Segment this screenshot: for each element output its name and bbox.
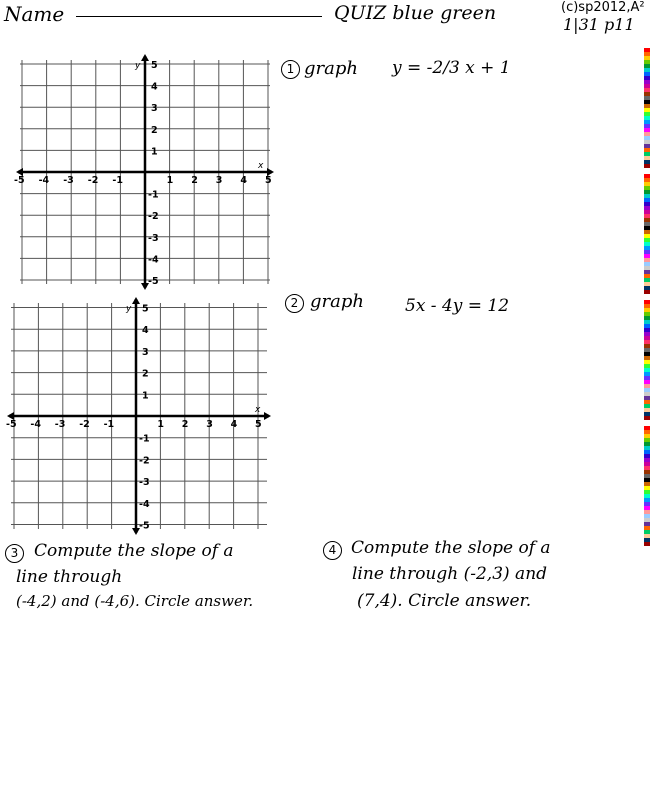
x-axis-label: x bbox=[258, 161, 264, 171]
copyright-note: (c)sp2012,A² bbox=[561, 0, 645, 15]
y-tick-label: -5 bbox=[148, 276, 159, 287]
y-tick-label: 5 bbox=[142, 303, 149, 315]
y-tick-label: -1 bbox=[139, 433, 150, 445]
question-3-line-2: line through bbox=[16, 567, 123, 587]
x-tick-label: 4 bbox=[230, 419, 238, 430]
y-tick-label: -2 bbox=[139, 455, 150, 467]
y-tick-label: 1 bbox=[151, 146, 158, 158]
y-tick-label: 2 bbox=[142, 368, 149, 380]
y-tick-label: 4 bbox=[142, 325, 149, 337]
y-tick-label: 5 bbox=[151, 60, 158, 71]
x-axis-arrow-right bbox=[264, 412, 271, 420]
y-tick-label: -3 bbox=[139, 477, 150, 489]
question-3-number: 3 bbox=[5, 544, 24, 563]
quiz-title: QUIZ blue green bbox=[334, 2, 497, 24]
question-1-text: graph bbox=[304, 58, 358, 79]
question-3-line-1: Compute the slope of a bbox=[34, 541, 234, 561]
color-palette[interactable] bbox=[644, 48, 650, 552]
x-tick-label: -5 bbox=[14, 175, 25, 186]
x-tick-label: -5 bbox=[6, 419, 17, 430]
x-tick-label: 1 bbox=[157, 419, 165, 430]
x-tick-label: 3 bbox=[215, 175, 223, 186]
y-axis-label: y bbox=[126, 304, 132, 314]
x-tick-label: -3 bbox=[63, 175, 74, 186]
x-tick-label: 2 bbox=[181, 419, 189, 430]
question-2-equation: 5x - 4y = 12 bbox=[405, 296, 510, 316]
question-4-line-3: (7,4). Circle answer. bbox=[357, 591, 532, 611]
x-tick-label: -2 bbox=[79, 419, 90, 430]
date-tag: 1|31 p11 bbox=[563, 15, 635, 34]
question-1-equation: y = -2/3 x + 1 bbox=[392, 58, 511, 78]
y-tick-label: 2 bbox=[151, 124, 158, 136]
x-tick-label: -1 bbox=[112, 175, 123, 186]
x-tick-label: -4 bbox=[30, 419, 41, 430]
x-tick-label: 1 bbox=[166, 175, 174, 186]
question-4-number: 4 bbox=[323, 541, 342, 560]
y-tick-label: 1 bbox=[142, 390, 149, 402]
y-tick-label: -2 bbox=[148, 211, 159, 223]
x-tick-label: -1 bbox=[103, 419, 115, 430]
x-tick-label: -3 bbox=[54, 419, 66, 430]
x-tick-label: 4 bbox=[240, 175, 248, 186]
x-tick-label: -2 bbox=[87, 175, 99, 186]
x-tick-label: 5 bbox=[265, 175, 272, 186]
y-tick-label: -1 bbox=[148, 189, 159, 201]
y-tick-label: 4 bbox=[151, 81, 158, 93]
y-tick-label: -4 bbox=[139, 498, 150, 510]
x-tick-label: 5 bbox=[255, 419, 262, 430]
question-2-text: graph bbox=[310, 291, 364, 312]
x-tick-label: 2 bbox=[191, 175, 198, 186]
question-4-line-2: line through (-2,3) and bbox=[352, 564, 548, 584]
x-tick-label: -4 bbox=[38, 175, 50, 186]
y-axis-label: y bbox=[135, 61, 141, 71]
x-axis-label: x bbox=[255, 405, 261, 415]
question-3-line-3: (-4,2) and (-4,6). Circle answer. bbox=[16, 592, 254, 610]
y-tick-label: 3 bbox=[151, 103, 158, 115]
question-2-number: 2 bbox=[285, 294, 304, 313]
name-label: Name bbox=[4, 2, 65, 26]
question-1-number: 1 bbox=[281, 60, 300, 79]
y-tick-label: 3 bbox=[142, 346, 149, 358]
y-tick-label: -4 bbox=[148, 254, 159, 266]
question-4-line-1: Compute the slope of a bbox=[351, 538, 551, 558]
x-tick-label: 3 bbox=[206, 419, 213, 430]
palette-gap bbox=[644, 546, 650, 552]
y-tick-label: -3 bbox=[148, 232, 159, 244]
y-tick-label: -5 bbox=[139, 520, 150, 532]
y-axis-arrow-up bbox=[132, 297, 140, 304]
